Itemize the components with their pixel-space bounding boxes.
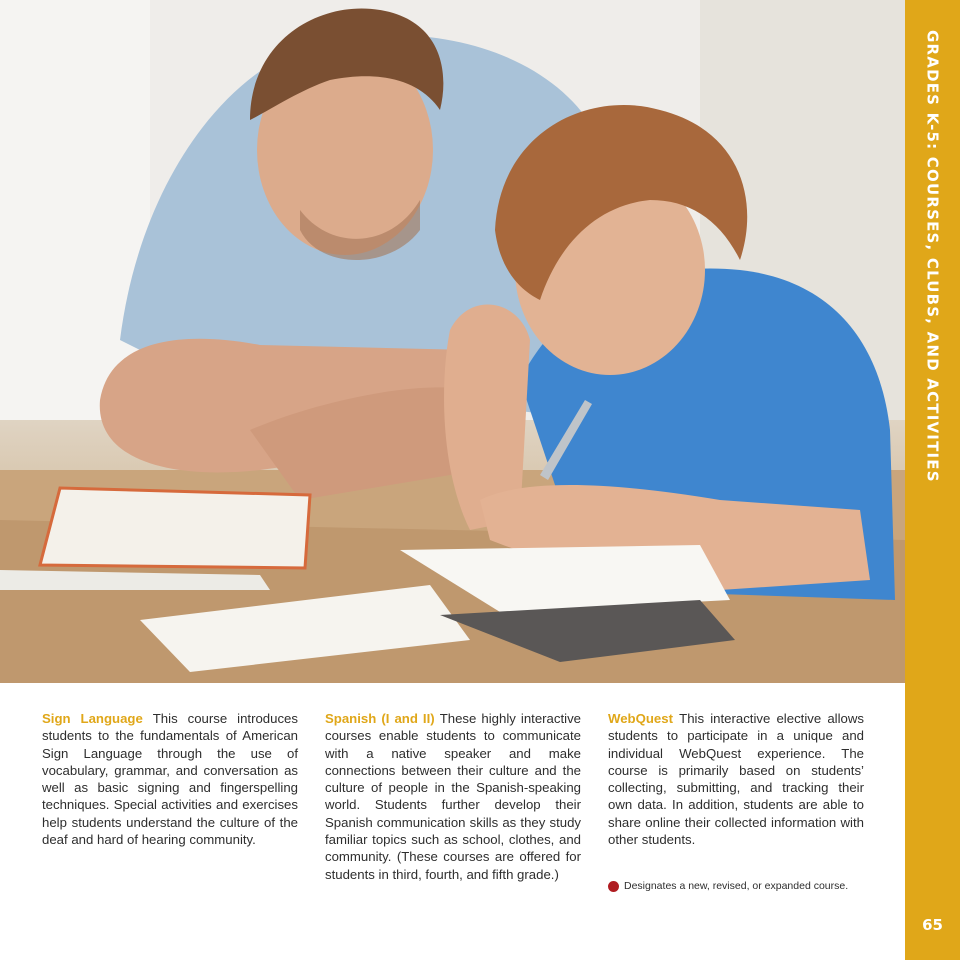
course-description: These highly interactive courses enable students to communicate with a native speaker and make connections between their culture and the culture of people in the Spanish-speaking world. Students further develop their Spanish communication skills as they study familiar topics such as school, clothes, and community. (These courses are offered for students in third, fourth, and fifth grade.) <box>325 711 582 882</box>
section-title-text: GRADES K-5: COURSES, CLUBS, AND ACTIVITIES <box>923 30 942 483</box>
course-spanish <box>325 710 581 883</box>
course-sign-language <box>42 710 298 848</box>
legend <box>608 880 848 892</box>
course-title: Sign Language <box>42 711 153 726</box>
section-title <box>905 30 960 483</box>
course-webquest <box>608 710 864 848</box>
page-number: 65 <box>922 916 943 934</box>
course-description: This interactive elective allows students to participate in a unique and individual WebQuest experience. The course is primarily based on students’ collecting, submitting, and tracking their own data. In addition, students are able to share online their collected information with other students. <box>608 711 864 848</box>
legend-text: Designates a new, revised, or expanded course. <box>624 880 849 892</box>
course-title: WebQuest <box>608 711 680 726</box>
course-title: Spanish (I and II) <box>325 711 440 726</box>
course-description: This course introduces students to the fundamentals of American Sign Language through the use of vocabulary, grammar, and conversation as well as basic signing and fingerspelling techniques. Special activities and exercises help students understand the culture of the deaf and hard of hearing community. <box>42 711 298 848</box>
legend-dot-icon <box>608 881 619 892</box>
